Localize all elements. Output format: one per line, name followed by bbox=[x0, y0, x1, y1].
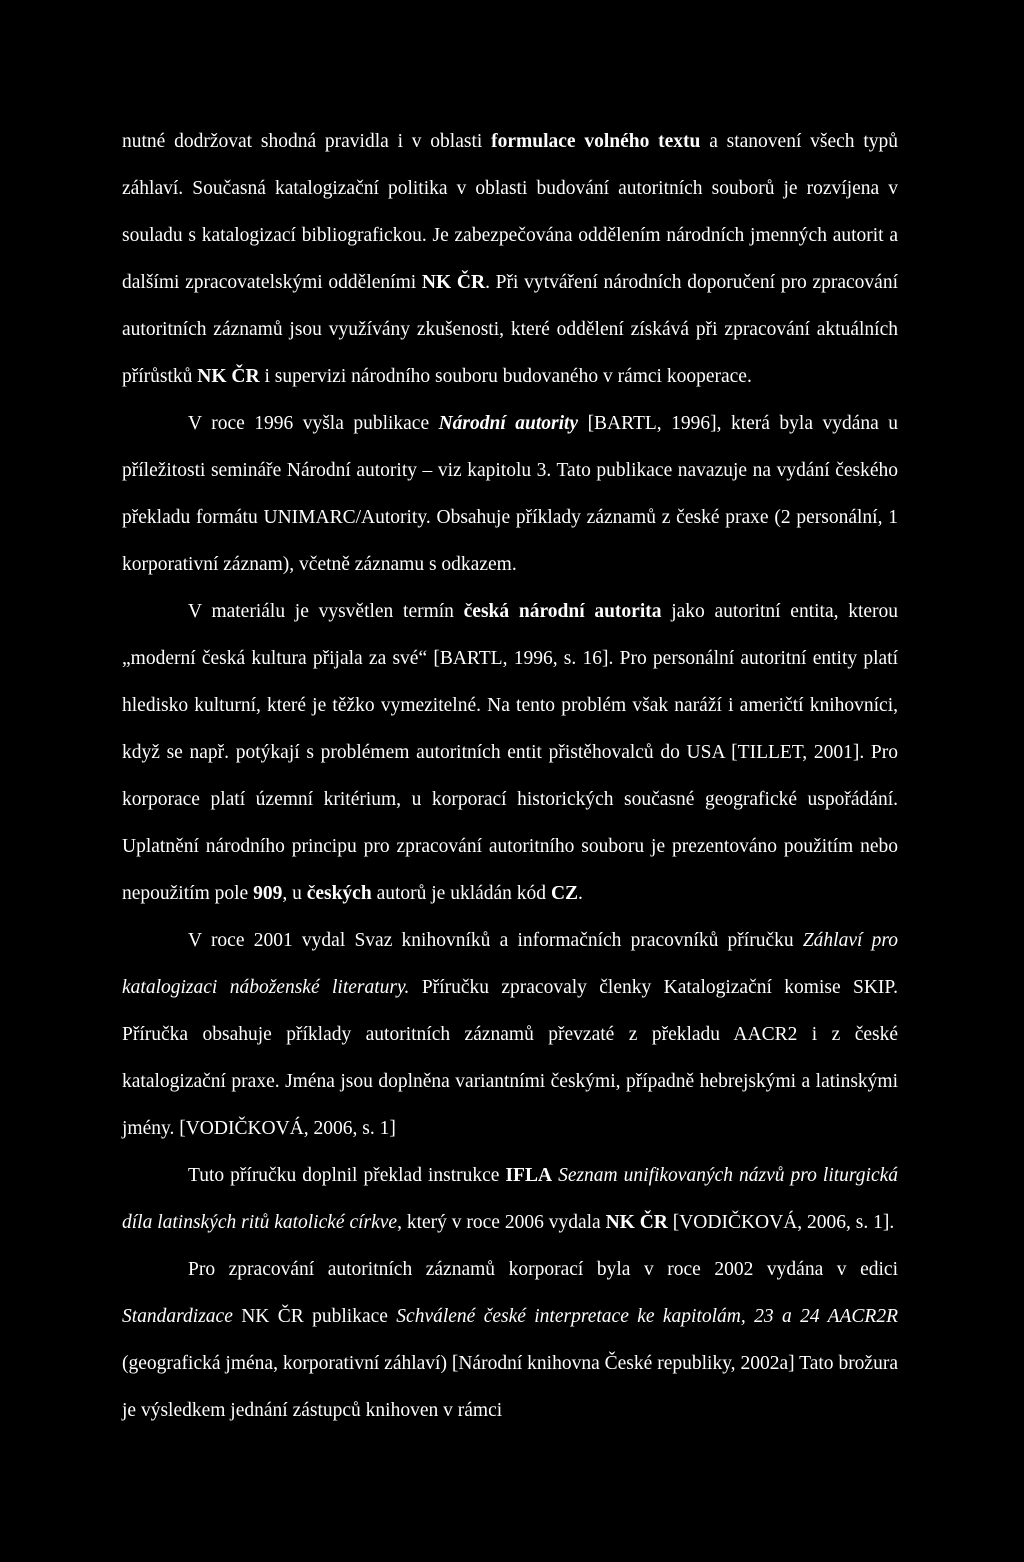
paragraph-6 bbox=[122, 1246, 898, 1434]
text-segment: [BARTL, 1996], která byla vydána u příležitosti semináře Národní autority – viz kapitolu 3. Tato publikace navazuje na vydání českého překladu formátu UNIMARC/Autority. Obsahuje příklady záznamů z české praxe (2 personální, 1 korporativní záznam), včetně záznamu s odkazem. bbox=[122, 413, 898, 575]
text-segment: V roce 2001 vydal Svaz knihovníků a informačních pracovníků příručku bbox=[188, 930, 803, 951]
bold-text: 909 bbox=[253, 883, 283, 904]
text-segment: V roce 1996 vyšla publikace bbox=[188, 413, 439, 434]
text-segment: Příručku zpracovaly členky Katalogizační komise SKIP. Příručka obsahuje příklady autoritních záznamů převzaté z překladu AACR2 i z české katalogizační praxe. Jména jsou doplněna variantními českými, případně hebrejskými a latinskými jmény. [VODIČKOVÁ, 2006, s. 1] bbox=[122, 977, 898, 1139]
italic-title: Záhlaví pro katalogizaci náboženské literatury. bbox=[122, 930, 898, 998]
text-segment: (geografická jména, korporativní záhlaví) [Národní knihovna České republiky, 2002a] Tato brožura je výsledkem jednání zástupců knihoven v rámci bbox=[122, 1353, 898, 1421]
text-segment: [VODIČKOVÁ, 2006, s. 1]. bbox=[667, 1212, 895, 1233]
text-segment: nutné dodržovat shodná pravidla i v oblasti bbox=[122, 131, 492, 152]
paragraph-1 bbox=[122, 118, 898, 400]
text-segment: a stanovení všech typů záhlaví. Současná katalogizační politika v oblasti budování autoritních souborů je rozvíjena v souladu s katalogizací bibliografickou. Je zabezpečována oddělením národních jmenných autorit a dalšími zpracovatelskými odděleními bbox=[122, 131, 899, 293]
text-segment: , u bbox=[282, 883, 307, 904]
text-segment: jako autoritní entita, kterou „moderní česká kultura přijala za své“ [BARTL, 1996, s. 16]. Pro personální autoritní entity platí hledisko kulturní, které je těžko vymezitelné. Na tento problém však naráží i američtí knihovníci, když se např. potýkají s problémem autoritních entit přistěhovalců do USA [TILLET, 2001]. Pro korporace platí územní kritérium, u korporací historických současné geografické uspořádání. Uplatnění národního principu pro zpracování autoritního souboru je prezentováno použitím nebo nepoužitím pole bbox=[122, 601, 899, 904]
bold-text: formulace volného textu bbox=[491, 131, 701, 152]
text-segment: i supervizi národního souboru budovaného v rámci kooperace. bbox=[259, 366, 752, 387]
italic-title: Standardizace bbox=[122, 1306, 233, 1327]
bold-text: CZ bbox=[550, 883, 579, 904]
bold-text: česká národní autorita bbox=[463, 601, 662, 622]
text-segment: Tuto příručku doplnil překlad instrukce bbox=[188, 1165, 506, 1186]
text-segment: . bbox=[578, 883, 583, 904]
bold-text: NK ČR bbox=[421, 272, 486, 293]
bold-text: NK ČR bbox=[605, 1212, 668, 1233]
document-page bbox=[122, 118, 898, 1434]
paragraph-2 bbox=[122, 400, 898, 588]
paragraph-4 bbox=[122, 917, 898, 1152]
text-segment: Pro zpracování autoritních záznamů korporací byla v roce 2002 vydána v edici bbox=[188, 1259, 898, 1280]
italic-title: Schválené české interpretace ke kapitolám, 23 a 24 AACR2R bbox=[396, 1306, 898, 1327]
text-segment: . Při vytváření národních doporučení pro zpracování autoritních záznamů jsou využívány zkušenosti, které oddělení získává při zpracování aktuálních přírůstků bbox=[122, 272, 898, 387]
bold-text: českých bbox=[306, 883, 372, 904]
paragraph-5 bbox=[122, 1152, 898, 1246]
paragraph-3 bbox=[122, 588, 898, 917]
text-segment: V materiálu je vysvětlen termín bbox=[188, 601, 464, 622]
text-segment: autorů je ukládán kód bbox=[371, 883, 551, 904]
text-segment: NK ČR publikace bbox=[232, 1306, 397, 1327]
bold-text: NK ČR bbox=[197, 366, 260, 387]
bold-text: IFLA bbox=[505, 1165, 553, 1186]
bold-italic-title: Národní autority bbox=[438, 413, 579, 434]
italic-title: Seznam unifikovaných názvů pro liturgická díla latinských ritů katolické církve bbox=[122, 1165, 899, 1233]
text-segment: , který v roce 2006 vydala bbox=[397, 1212, 606, 1233]
